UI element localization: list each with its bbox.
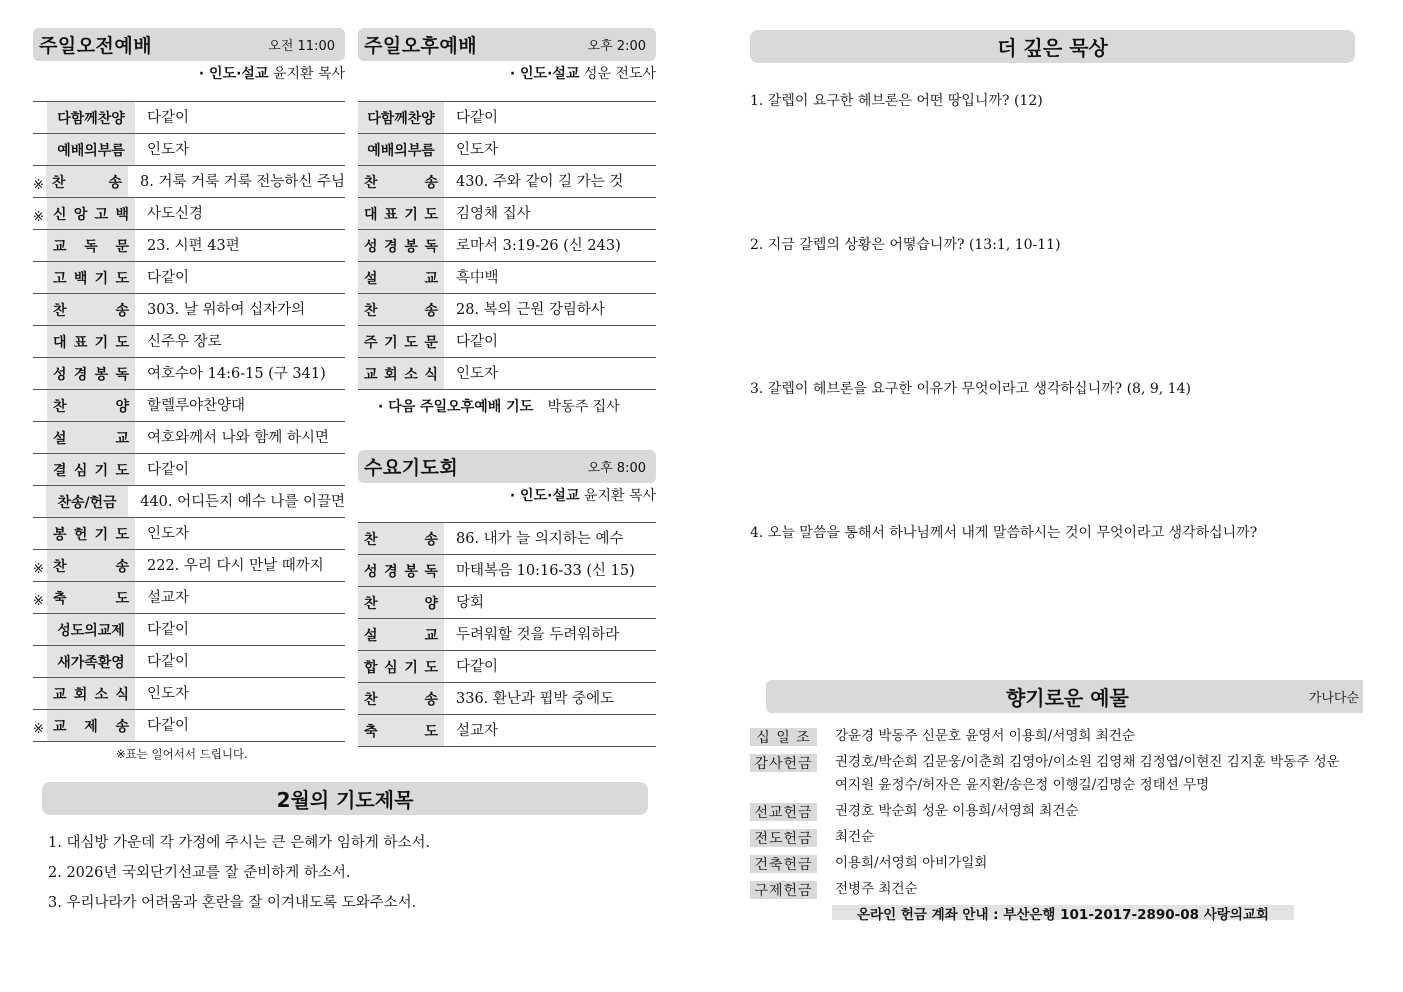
service-row (358, 651, 656, 683)
service-row (358, 683, 656, 715)
service-row (33, 518, 345, 550)
wednesday-service-time: 오후 8:00 (587, 461, 646, 476)
label-char: 기 (404, 206, 418, 223)
service-row (358, 587, 656, 619)
label-char: 찬 (364, 302, 378, 319)
next-prayer-label: · 다음 주일오후예배 기도 (378, 399, 534, 415)
label-char: 축 (364, 723, 378, 740)
next-prayer-name: 박동주 집사 (547, 399, 620, 415)
standing-mark (33, 385, 47, 389)
service-item-value: 28. 복의 근원 강림하사 (456, 302, 605, 318)
service-item-value: 다같이 (147, 654, 190, 670)
service-item-label (358, 326, 444, 357)
label-char: 도 (115, 270, 129, 287)
label-char: 송 (424, 531, 438, 548)
label-char: 회 (384, 366, 398, 383)
offering-order-note: 가나다순 (1308, 691, 1359, 706)
offering-names (817, 878, 918, 901)
label-char: 식 (115, 686, 129, 703)
label-char: 경 (384, 563, 398, 580)
label-char: 성 (53, 366, 67, 383)
service-item-label (358, 619, 444, 650)
service-item-label (46, 166, 128, 197)
label-char: 문 (115, 238, 129, 255)
service-row (358, 230, 656, 262)
afternoon-order-of-service (358, 101, 656, 390)
service-row (358, 166, 656, 198)
service-item-label (358, 523, 444, 554)
service-item-value: 로마서 3:19-26 (신 243) (456, 238, 621, 254)
service-item-label (358, 262, 444, 293)
prayer-item: 1. 대심방 가운데 각 가정에 주시는 큰 은혜가 임하게 하소서. (48, 835, 431, 851)
standing-mark (33, 257, 47, 261)
service-row (358, 294, 656, 326)
standing-mark (33, 481, 47, 485)
meditation-question: 2. 지금 갈렙의 상황은 어떻습니까? (13:1, 10-11) (750, 237, 1061, 253)
label-char: 합 (364, 659, 378, 676)
standing-mark (33, 321, 47, 325)
label-char: 송 (108, 174, 123, 191)
label-char: 교 (424, 270, 438, 287)
offering-names-line: 전병주 최건순 (835, 881, 918, 897)
bank-account-notice: 온라인 헌금 계좌 안내 : 부산은행 101-2017-2890-08 사랑의교회 (832, 905, 1294, 920)
label-char: 송 (424, 302, 438, 319)
service-item-value: 사도신경 (147, 206, 204, 222)
afternoon-leader (358, 63, 656, 83)
label-char: 도 (424, 206, 438, 223)
label-char: 교 (424, 627, 438, 644)
offering-names-line: 여지원 윤정수/허자은 윤지환/송은정 이행길/김명순 정태선 무명 (835, 777, 1210, 793)
label-char: 주 (364, 334, 378, 351)
label-char: 고 (53, 270, 67, 287)
service-item-value: 다같이 (147, 110, 190, 126)
service-row (358, 358, 656, 390)
label-char: 대 (364, 206, 378, 223)
service-row (33, 262, 345, 294)
label-char: 백 (115, 206, 129, 223)
label-char: 교 (364, 366, 378, 383)
label-char: 양 (115, 398, 129, 415)
service-item-value: 신주우 장로 (147, 334, 222, 350)
label-char: 문 (424, 334, 438, 351)
label-char: 경 (73, 366, 88, 383)
offering-category-label: 전도헌금 (750, 829, 817, 847)
prayer-item: 2. 2026년 국외단기선교를 잘 준비하게 하소서. (48, 865, 351, 881)
service-row (358, 715, 656, 747)
offering-names (817, 852, 987, 875)
offering-category-label: 선교헌금 (750, 803, 817, 821)
offering-names-line: 권경호 박순희 성운 이용희/서영희 최건순 (835, 803, 1079, 819)
service-row (358, 134, 656, 166)
service-item-label (358, 198, 444, 229)
service-item-value: 인도자 (456, 366, 499, 382)
meditation-question: 3. 갈렙이 헤브론을 요구한 이유가 무엇이라고 생각하십니까? (8, 9, 14) (750, 381, 1191, 397)
label-char: 찬 (364, 174, 378, 191)
service-row (33, 614, 345, 646)
meditation-question: 4. 오늘 말씀을 통해서 하나님께서 내게 말씀하시는 것이 무엇이라고 생각하십니까? (750, 525, 1258, 541)
label-char: 봉 (53, 526, 67, 543)
service-item-label (358, 230, 444, 261)
meditation-header: 더 깊은 묵상 (750, 30, 1355, 63)
label-char: 도 (424, 659, 438, 676)
service-item-label (47, 582, 135, 613)
service-row (33, 454, 345, 486)
service-row (33, 422, 345, 454)
service-item-label: 새가족환영 (47, 646, 135, 677)
service-row (33, 390, 345, 422)
service-row (33, 166, 345, 198)
label-char: 축 (53, 590, 67, 607)
label-char: 송 (424, 691, 438, 708)
offering-row (750, 754, 1360, 797)
service-item-value: 여호수아 14:6-15 (구 341) (147, 366, 326, 382)
service-item-label (47, 326, 135, 357)
standing-mark (33, 545, 47, 549)
service-row (33, 102, 345, 134)
next-prayer-line (378, 396, 620, 416)
label-char: 심 (384, 659, 398, 676)
offering-category-label: 건축헌금 (750, 855, 817, 873)
label-char: 설 (364, 627, 378, 644)
label-char: 기 (94, 462, 109, 479)
service-item-label: 다함께찬양 (47, 102, 135, 133)
label-char: 찬 (53, 302, 67, 319)
standing-mark: ※ (33, 210, 44, 225)
service-item-value: 303. 날 위하여 십자가의 (147, 302, 306, 318)
label-char: 경 (384, 238, 398, 255)
label-char: 찬 (53, 398, 67, 415)
label-char: 앙 (73, 206, 88, 223)
offering-names (817, 751, 1340, 797)
offering-list (750, 728, 1360, 907)
service-item-value: 인도자 (147, 526, 190, 542)
service-row (358, 523, 656, 555)
label-char: 도 (115, 462, 129, 479)
service-item-value: 김영채 집사 (456, 206, 531, 222)
label-char: 소 (94, 686, 109, 703)
label-char: 표 (73, 334, 88, 351)
service-item-value: 설교자 (456, 723, 499, 739)
service-item-value: 86. 내가 늘 의지하는 예수 (456, 531, 624, 547)
prayer-topics-list (48, 831, 430, 921)
label-char: 송 (115, 302, 129, 319)
service-item-label (47, 230, 135, 261)
label-char: 독 (424, 563, 438, 580)
service-item-value: 할렐루야찬양대 (147, 398, 246, 414)
label-char: 식 (424, 366, 438, 383)
standing-mark (33, 161, 47, 165)
service-item-value: 여호와께서 나와 함께 하시면 (147, 430, 329, 446)
afternoon-service-time: 오후 2:00 (587, 39, 646, 54)
offering-title: 향기로운 예물 (1005, 686, 1129, 710)
label-char: 신 (53, 206, 67, 223)
label-char: 봉 (94, 366, 109, 383)
prayer-item: 3. 우리나라가 어려움과 혼란을 잘 이겨내도록 도와주소서. (48, 895, 417, 911)
label-char: 독 (115, 366, 129, 383)
label-char: 찬 (53, 558, 67, 575)
service-row (358, 326, 656, 358)
offering-names (817, 800, 1078, 823)
offering-category-label: 십 일 조 (750, 728, 817, 746)
label-char: 독 (424, 238, 438, 255)
offering-row (750, 855, 1360, 875)
label-char: 기 (384, 334, 398, 351)
service-item-label (47, 518, 135, 549)
label-char: 도 (424, 723, 438, 740)
standing-mark (33, 673, 47, 677)
label-char: 설 (364, 270, 378, 287)
wednesday-leader-name: 윤지환 목사 (583, 488, 656, 504)
service-item-label (47, 454, 135, 485)
label-char: 표 (384, 206, 398, 223)
service-item-value: 당회 (456, 595, 485, 611)
service-item-label: 예배의부름 (47, 134, 135, 165)
standing-mark: ※ (33, 722, 44, 737)
label-char: 독 (84, 238, 98, 255)
service-item-label (47, 550, 135, 581)
standing-mark (33, 129, 47, 133)
standing-mark: ※ (33, 594, 44, 609)
label-char: 양 (424, 595, 438, 612)
offering-names-line: 권경호/박순희 김문웅/이춘희 김영아/이소원 김영채 김정엽/이현진 김지훈 박동주 성운 (835, 754, 1340, 770)
label-char: 소 (404, 366, 418, 383)
service-item-value: 222. 우리 다시 만날 때까지 (147, 558, 324, 574)
label-char: 교 (53, 686, 67, 703)
label-char: 도 (115, 590, 129, 607)
wednesday-service-header (358, 450, 656, 483)
service-item-value: 인도자 (147, 686, 190, 702)
morning-leader (33, 63, 345, 83)
label-char: 기 (404, 659, 418, 676)
label-char: 송 (115, 558, 129, 575)
service-row (33, 550, 345, 582)
service-item-label: 찬송/헌금 (46, 486, 128, 517)
label-char: 기 (94, 270, 109, 287)
afternoon-leader-name: 성운 전도사 (583, 66, 656, 82)
label-char: 송 (115, 718, 129, 735)
service-row (33, 486, 345, 518)
label-char: 대 (53, 334, 67, 351)
label-char: 회 (73, 686, 88, 703)
service-item-label (47, 198, 135, 229)
label-char: 도 (115, 526, 129, 543)
label-char: 결 (53, 462, 67, 479)
service-item-value: 다같이 (147, 718, 190, 734)
offering-row (750, 881, 1360, 901)
label-char: 찬 (51, 174, 66, 191)
service-item-value: 인도자 (456, 142, 499, 158)
service-item-value: 설교자 (147, 590, 190, 606)
offering-header (766, 680, 1363, 713)
service-row (33, 678, 345, 710)
service-item-label (47, 262, 135, 293)
service-row (358, 262, 656, 294)
service-item-value: 다같이 (456, 110, 499, 126)
morning-leader-name: 윤지환 목사 (272, 66, 345, 82)
label-char: 기 (94, 526, 109, 543)
service-item-label (358, 683, 444, 714)
offering-row (750, 803, 1360, 823)
label-char: 성 (364, 238, 378, 255)
afternoon-service-title: 주일오후예배 (364, 35, 478, 57)
service-item-value: 336. 환난과 핍박 중에도 (456, 691, 615, 707)
standing-note: ※표는 일어서서 드립니다. (116, 747, 248, 761)
label-char: 교 (53, 718, 67, 735)
service-item-label (358, 358, 444, 389)
label-char: 설 (53, 430, 67, 447)
label-char: 찬 (364, 691, 378, 708)
service-row (33, 326, 345, 358)
service-row (358, 198, 656, 230)
morning-service-title: 주일오전예배 (39, 35, 153, 57)
service-row (358, 619, 656, 651)
service-item-label (358, 715, 444, 746)
label-char: 성 (364, 563, 378, 580)
offering-names-line: 이용희/서영희 아비가일회 (835, 855, 988, 871)
service-item-value: 다같이 (147, 622, 190, 638)
standing-mark: ※ (33, 562, 44, 577)
service-row (33, 710, 345, 742)
morning-order-of-service (33, 101, 345, 742)
wednesday-order-of-service (358, 522, 656, 747)
standing-mark (33, 705, 47, 709)
meditation-question: 1. 갈렙이 요구한 헤브론은 어떤 땅입니까? (12) (750, 93, 1043, 109)
standing-mark (33, 641, 47, 645)
service-item-value: 마태복음 10:16-33 (신 15) (456, 563, 635, 579)
service-row (33, 294, 345, 326)
morning-service-header (33, 28, 345, 61)
label-char: 교 (115, 430, 129, 447)
prayer-topics-header: 2월의 기도제목 (42, 782, 648, 815)
service-row (33, 198, 345, 230)
label-char: 헌 (73, 526, 88, 543)
service-item-value: 흑中백 (456, 270, 499, 286)
label-char: 봉 (404, 563, 418, 580)
morning-leader-label: · 인도·설교 (198, 66, 269, 82)
offering-names (817, 826, 874, 849)
standing-mark (33, 513, 46, 517)
service-row (33, 646, 345, 678)
label-char: 송 (424, 174, 438, 191)
service-row (358, 102, 656, 134)
service-item-label (358, 651, 444, 682)
service-item-value: 다같이 (147, 462, 190, 478)
service-item-value: 23. 시편 43편 (147, 238, 240, 254)
service-item-label (47, 358, 135, 389)
service-item-label (358, 555, 444, 586)
label-char: 도 (115, 334, 129, 351)
afternoon-leader-label: · 인도·설교 (509, 66, 580, 82)
service-row (33, 134, 345, 166)
offering-names (817, 725, 1135, 748)
service-item-label: 다함께찬양 (358, 102, 444, 133)
label-char: 도 (404, 334, 418, 351)
service-item-label: 예배의부름 (358, 134, 444, 165)
service-item-value: 다같이 (147, 270, 190, 286)
label-char: 찬 (364, 595, 378, 612)
morning-service-time: 오전 11:00 (268, 39, 335, 54)
label-char: 기 (94, 334, 109, 351)
label-char: 고 (94, 206, 109, 223)
service-item-label (47, 678, 135, 709)
afternoon-service-header (358, 28, 656, 61)
service-row (33, 358, 345, 390)
label-char: 찬 (364, 531, 378, 548)
standing-mark (33, 289, 47, 293)
offering-category-label: 감사헌금 (750, 754, 817, 772)
standing-mark (33, 417, 47, 421)
service-item-label (47, 390, 135, 421)
offering-row (750, 829, 1360, 849)
service-item-value: 440. 어디든지 예수 나를 이끌면 (140, 494, 345, 510)
service-item-label: 성도의교제 (47, 614, 135, 645)
service-item-value: 8. 거룩 거룩 거룩 전능하신 주님 (140, 174, 345, 190)
service-item-label (47, 710, 135, 741)
label-char: 봉 (404, 238, 418, 255)
label-char: 교 (53, 238, 67, 255)
wednesday-leader (358, 485, 656, 505)
offering-names-line: 강윤경 박동주 신문호 윤영서 이용희/서영희 최건순 (835, 728, 1135, 744)
service-item-value: 두려워할 것을 두려워하라 (456, 627, 620, 643)
wednesday-service-title: 수요기도회 (364, 457, 459, 479)
offering-category-label: 구제헌금 (750, 881, 817, 899)
service-item-label (47, 294, 135, 325)
service-item-value: 430. 주와 같이 길 가는 것 (456, 174, 624, 190)
service-item-value: 다같이 (456, 334, 499, 350)
standing-mark: ※ (33, 178, 44, 193)
service-item-label (358, 294, 444, 325)
standing-mark (33, 353, 47, 357)
service-row (33, 582, 345, 614)
service-item-value: 다같이 (456, 659, 499, 675)
wednesday-leader-label: · 인도·설교 (509, 488, 580, 504)
offering-names-line: 최건순 (835, 829, 875, 845)
service-item-value: 인도자 (147, 142, 190, 158)
standing-mark (33, 449, 47, 453)
offering-row (750, 728, 1360, 748)
service-item-label (358, 587, 444, 618)
service-row (33, 230, 345, 262)
label-char: 백 (73, 270, 88, 287)
service-row (358, 555, 656, 587)
service-item-label (47, 422, 135, 453)
label-char: 심 (73, 462, 88, 479)
label-char: 제 (84, 718, 98, 735)
service-item-label (358, 166, 444, 197)
